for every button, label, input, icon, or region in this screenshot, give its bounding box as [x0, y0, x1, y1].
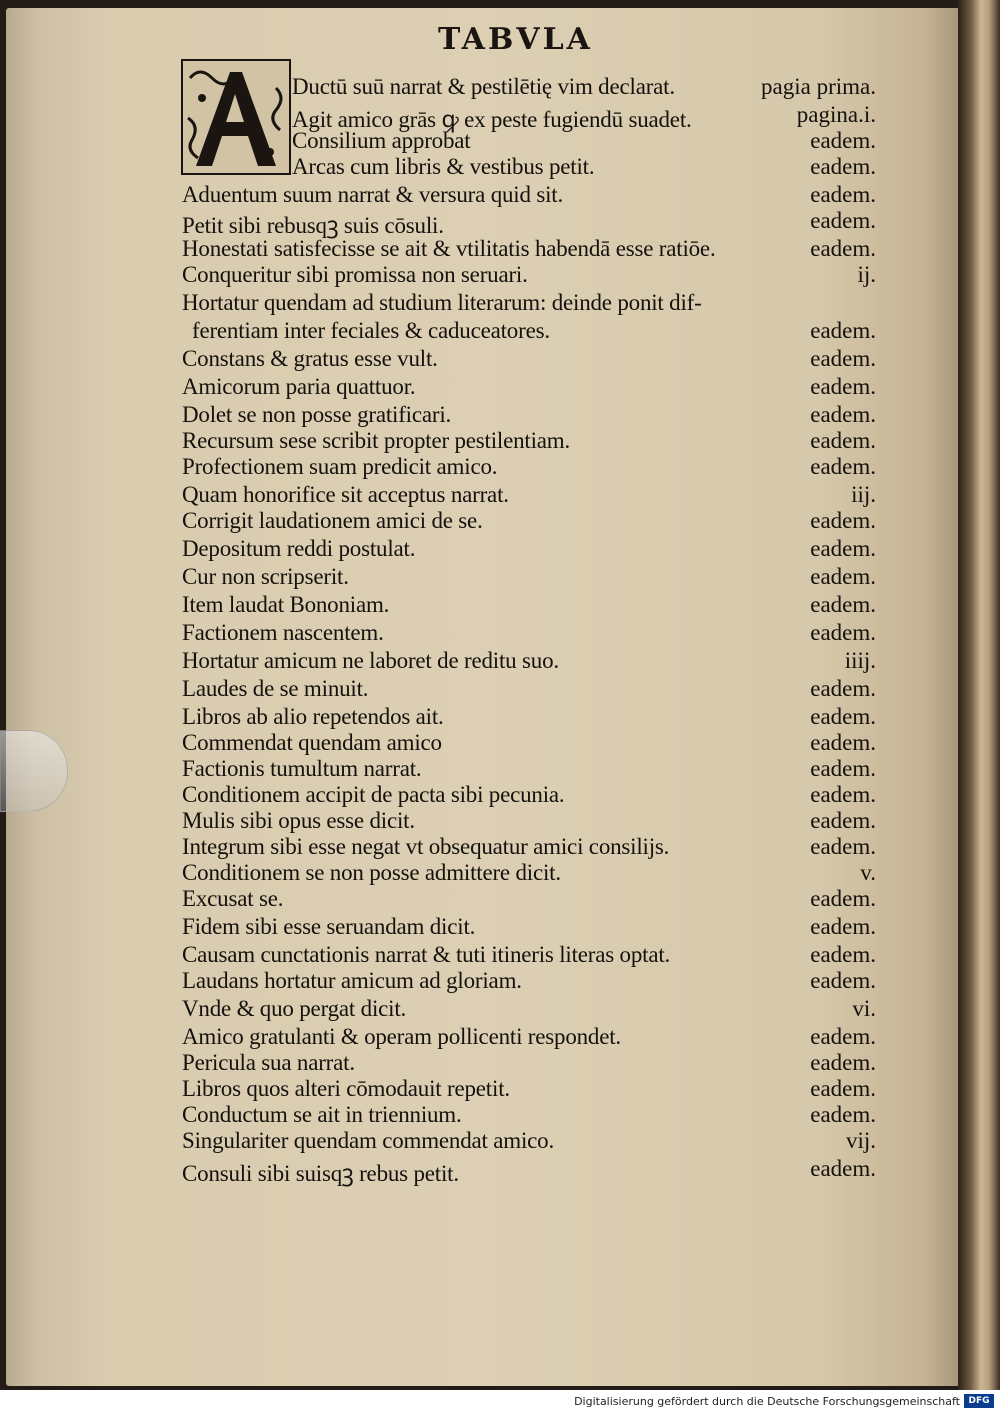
toc-entry [0, 1128, 1000, 1156]
toc-entry-text: Libros ab alio repetendos ait. [182, 704, 444, 729]
toc-entry-text: Corrigit laudationem amici de se. [182, 508, 483, 533]
toc-entry-page: eadem. [810, 808, 876, 833]
toc-entry-text: Arcas cum libris & vestibus petit. [292, 154, 595, 179]
toc-entry [0, 154, 1000, 182]
toc-entry [0, 1076, 1000, 1104]
page-heading: TABVLA [438, 22, 593, 57]
toc-entry-text: Vnde & quo pergat dicit. [182, 996, 407, 1021]
toc-entry [0, 208, 1000, 236]
toc-entry [0, 1156, 1000, 1184]
toc-entry [0, 942, 1000, 970]
toc-entry [0, 318, 1000, 346]
toc-entry [0, 730, 1000, 758]
toc-entry-page: eadem. [810, 182, 876, 207]
toc-entry [0, 968, 1000, 996]
toc-entry-page: eadem. [810, 834, 876, 859]
toc-entry [0, 236, 1000, 264]
toc-entry [0, 454, 1000, 482]
toc-entry-text: Depositum reddi postulat. [182, 536, 416, 561]
toc-entry [0, 756, 1000, 784]
toc-entry-page: vij. [845, 1128, 876, 1153]
toc-entry [0, 428, 1000, 456]
toc-entry-text: Excusat se. [182, 886, 284, 911]
toc-entry-text: Ductū suū narrat & pestilētię vim declarat. [292, 74, 675, 99]
toc-entry-page: eadem. [810, 318, 876, 343]
toc-entry-page: eadem. [810, 154, 876, 179]
toc-entry-text: Causam cunctationis narrat & tuti itineris literas optat. [182, 942, 671, 967]
toc-entry-page: eadem. [810, 914, 876, 939]
toc-entry-text: Laudans hortatur amicum ad gloriam. [182, 968, 522, 993]
toc-entry-page: eadem. [810, 704, 876, 729]
toc-entry-page: eadem. [810, 208, 876, 233]
toc-entry-text: Conditionem se non posse admittere dicit. [182, 860, 561, 885]
toc-entry-text: Libros quos alteri cōmodauit repetit. [182, 1076, 510, 1101]
toc-entry-page: eadem. [810, 886, 876, 911]
toc-entry-text: Laudes de se minuit. [182, 676, 369, 701]
toc-entry [0, 262, 1000, 290]
toc-entry [0, 402, 1000, 430]
toc-entry-text: Amico gratulanti & operam pollicenti respondet. [182, 1024, 621, 1049]
toc-entry-text: Aduentum suum narrat & versura quid sit. [182, 182, 564, 207]
toc-entry-text: Agit amico grās ꝙ ex peste fugiendū suadet. [292, 107, 692, 132]
toc-entry-page: eadem. [810, 676, 876, 701]
toc-entry [0, 102, 1000, 130]
toc-entry [0, 1050, 1000, 1078]
toc-entry-page: eadem. [810, 346, 876, 371]
toc-entry-page: eadem. [810, 508, 876, 533]
toc-entry [0, 74, 1000, 102]
toc-entry-page: eadem. [810, 428, 876, 453]
toc-entry [0, 648, 1000, 676]
toc-entry [0, 536, 1000, 564]
toc-entry [0, 564, 1000, 592]
toc-entry-text: Amicorum paria quattuor. [182, 374, 416, 399]
toc-entry-page: eadem. [810, 128, 876, 153]
toc-entry [0, 290, 1000, 318]
toc-entry-text: Factionis tumultum narrat. [182, 756, 422, 781]
toc-entry [0, 834, 1000, 862]
toc-entry-page: eadem. [810, 454, 876, 479]
toc-entry [0, 592, 1000, 620]
toc-entry-text: Factionem nascentem. [182, 620, 384, 645]
toc-entry-page: eadem. [810, 374, 876, 399]
toc-entry-page: eadem. [810, 756, 876, 781]
toc-entry-text: Hortatur amicum ne laboret de reditu suo. [182, 648, 559, 673]
digitization-footer [0, 1390, 1000, 1414]
toc-entry-text: Quam honorifice sit acceptus narrat. [182, 482, 509, 507]
toc-entry-text: Recursum sese scribit propter pestilentiam. [182, 428, 571, 453]
toc-entry-text: Cur non scripserit. [182, 564, 349, 589]
toc-entry-text: ferentiam inter feciales & caduceatores. [192, 318, 550, 343]
toc-entry-page: pagina.i. [796, 102, 876, 127]
toc-entry [0, 996, 1000, 1024]
toc-entry [0, 128, 1000, 156]
toc-entry-page: eadem. [810, 536, 876, 561]
toc-entry-text: Conqueritur sibi promissa non seruari. [182, 262, 528, 287]
toc-entry [0, 860, 1000, 888]
toc-entry [0, 508, 1000, 536]
dfg-logo: DFG [964, 1394, 994, 1408]
toc-entry [0, 182, 1000, 210]
toc-entry-page: eadem. [810, 1050, 876, 1075]
toc-entry-page: eadem. [810, 620, 876, 645]
toc-entry-text: Conductum se ait in triennium. [182, 1102, 462, 1127]
toc-entry-page: v. [860, 860, 876, 885]
toc-entry-page: eadem. [810, 1076, 876, 1101]
toc-entry-page: vi. [852, 996, 876, 1021]
toc-entry-page: pagia prima. [761, 74, 876, 99]
toc-entry [0, 374, 1000, 402]
toc-entry-page: eadem. [810, 564, 876, 589]
toc-entry [0, 704, 1000, 732]
toc-entry [0, 782, 1000, 810]
toc-entry-page: eadem. [810, 942, 876, 967]
toc-entry-text: Honestati satisfecisse se ait & vtilitatis habendā esse ratiōe. [182, 236, 716, 261]
toc-entry-page: eadem. [810, 1102, 876, 1127]
toc-entry [0, 886, 1000, 914]
toc-entry-text: Profectionem suam predicit amico. [182, 454, 498, 479]
toc-entry-text: Constans & gratus esse vult. [182, 346, 438, 371]
toc-entry-page: eadem. [810, 1156, 876, 1181]
toc-entry [0, 914, 1000, 942]
toc-entry-page: eadem. [810, 236, 876, 261]
toc-entry-text: Pericula sua narrat. [182, 1050, 355, 1075]
toc-entry [0, 1024, 1000, 1052]
toc-entry-text: Dolet se non posse gratificari. [182, 402, 452, 427]
toc-entry-page: iij. [851, 482, 876, 507]
toc-entry-page: eadem. [810, 730, 876, 755]
toc-entry-text: Item laudat Bononiam. [182, 592, 390, 617]
toc-entry-page: ij. [857, 262, 876, 287]
toc-entry [0, 620, 1000, 648]
toc-entry [0, 346, 1000, 374]
toc-entry-text: Integrum sibi esse negat vt obsequatur amici consilijs. [182, 834, 670, 859]
toc-entry-page: eadem. [810, 402, 876, 427]
toc-entry-text: Conditionem accipit de pacta sibi pecunia. [182, 782, 565, 807]
toc-entry [0, 482, 1000, 510]
toc-entry-text: Consuli sibi suisqꝫ rebus petit. [182, 1161, 459, 1186]
toc-entry-text: Mulis sibi opus esse dicit. [182, 808, 415, 833]
toc-entry-text: Petit sibi rebusqꝫ suis cōsuli. [182, 213, 444, 238]
toc-entry-text: Hortatur quendam ad studium literarum: deinde ponit dif- [182, 290, 702, 315]
toc-entry-text: Singulariter quendam commendat amico. [182, 1128, 554, 1153]
toc-entry-page: iiij. [844, 648, 876, 673]
toc-entry-page: eadem. [810, 968, 876, 993]
toc-entry-page: eadem. [810, 1024, 876, 1049]
toc-entry-page: eadem. [810, 782, 876, 807]
toc-entry [0, 1102, 1000, 1130]
footer-credit: Digitalisierung gefördert durch die Deutsche Forschungsgemeinschaft [574, 1395, 960, 1408]
toc-entry-text: Fidem sibi esse seruandam dicit. [182, 914, 476, 939]
toc-entry [0, 808, 1000, 836]
toc-entry [0, 676, 1000, 704]
toc-entry-text: Consilium approbat [292, 128, 471, 153]
toc-entry-page: eadem. [810, 592, 876, 617]
toc-entry-text: Commendat quendam amico [182, 730, 442, 755]
